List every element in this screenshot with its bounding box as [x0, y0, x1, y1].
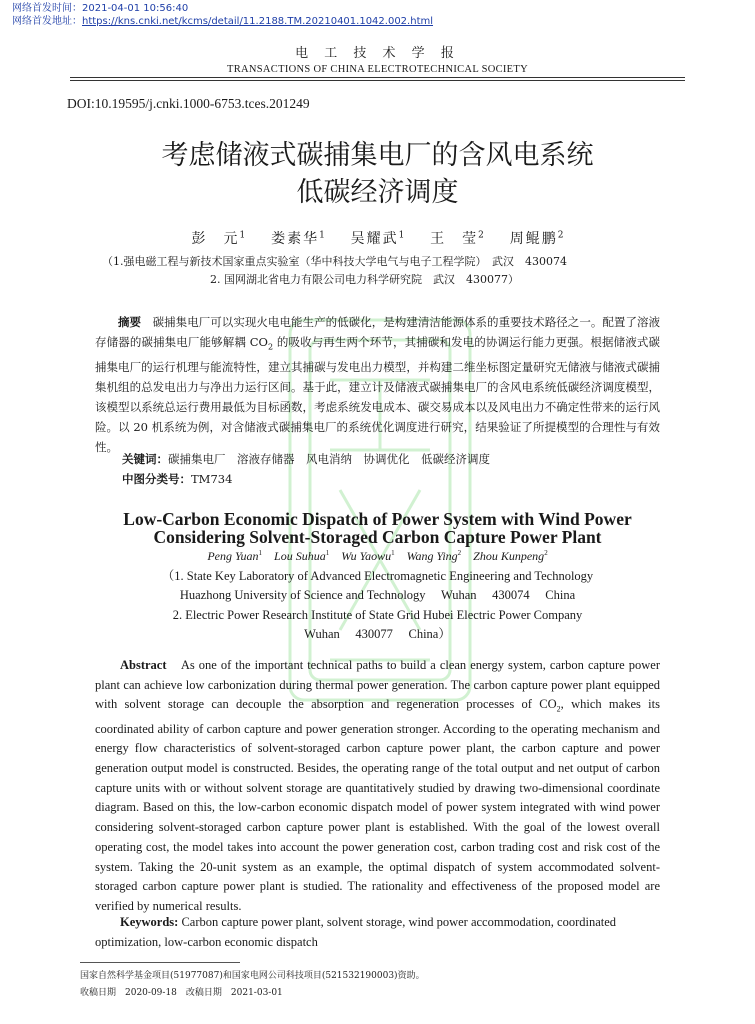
- affiliation-cn-1: （1.强电磁工程与新技术国家重点实验室（华中科技大学电气与电子工程学院） 武汉 430074: [102, 255, 567, 268]
- publish-address-link[interactable]: https://kns.cnki.net/kcms/detail/11.2188.TM.20210401.1042.002.html: [82, 16, 434, 27]
- publish-address-label: 网络首发地址：: [12, 16, 82, 27]
- author-cn: 彭 元$^1$: [191, 230, 246, 247]
- dates-footnote: 收稿日期 2020-09-18 改稿日期 2021-03-01: [80, 988, 283, 998]
- author-cn: 吴耀武$^1$: [350, 230, 405, 247]
- affiliation-en-1: （1. State Key Laboratory of Advanced Electromagnetic Engineering and Technology: [161, 569, 594, 583]
- online-publish-time: [12, 3, 188, 15]
- author-en: Zhou Kunpeng$^2$: [473, 549, 548, 563]
- masthead-rule-double: [70, 80, 685, 81]
- title-cn-line2: 低碳经济调度: [296, 177, 459, 208]
- journal-name-cn: 电 工 技 术 学 报: [295, 46, 460, 61]
- abstract-cn: 摘要 碳捕集电厂可以实现火电电能生产的低碳化，是构建清洁能源体系的重要技术路径之一。配置了溶液存储器的碳捕集电厂能够解耦 $CO_2$ 的吸收与再生两个环节，其捕碳和发电的协调运行能力更强。根据储液式碳捕集电厂的运行机理与能流特性，建立其捕碳与发电出力模型，并构建二维坐标图定量研究无储液与储液式碳捕集机组的总发电出力与净出力运行区间。基于此，建立计及储液式碳捕集电厂的含风电系统低碳经济调度模型，该模型以系统总运行费用最低为目标函数，考虑系统发电成本、碳交易成本以及风电出力不确定性带来的运行风险。以 20 机系统为例，对含储液式碳捕集电厂的系统优化调度进行研究，结果验证了所提模型的合理性与有效性。: [95, 315, 661, 455]
- keywords-cn-label: 关键词：: [122, 452, 168, 466]
- funding-footnote: 国家自然科学基金项目(51977087)和国家电网公司科技项目(521532190003)资助。: [80, 971, 425, 981]
- author-en: Peng Yuan$^1$: [207, 549, 263, 563]
- abstract-en: Abstract As one of the important technical paths to build a clean energy system, carbon capture power plant can achieve low carbonization during thermal power generation. The carbon capture power plant equipped with solvent storage can decouple the absorption and regeneration processes of $CO_2$, which makes its coordinated ability of carbon capture and power generation stronger. According to the operating mechanism and energy flow characteristics of solvent-storaged carbon capture power plant, the carbon capture and power generation output model is constructed. Besides, the operating range of the total output and net output of carbon capture units with or without solvent storage are quantitatively studied by drawing two-dimensional coordinate diagram. Based on this, the low-carbon economic dispatch model of power system integrated with wind power considering solvent-storaged carbon capture power plant is established. With the goal of the lowest overall operating cost, the model takes into account the power generation cost, carbon trading cost and risk cost of the system. Taking the 20-unit system as an example, the optimal dispatch of system accommodated solvent-storaged carbon capture power plant is studied. The rationality and effectiveness of the proposed model are verified by numerical results.: [95, 658, 660, 913]
- authors-cn: [0, 228, 755, 248]
- masthead-rule: [70, 77, 685, 78]
- publish-time-label: 网络首发时间：: [12, 3, 82, 14]
- keywords-en-label: Keywords:: [120, 915, 179, 929]
- title-en-line1: Low-Carbon Economic Dispatch of Power System with Wind Power: [123, 509, 632, 529]
- keywords-en: [95, 913, 660, 952]
- journal-name-en: TRANSACTIONS OF CHINA ELECTROTECHNICAL SOCIETY: [227, 64, 528, 75]
- doi: DOI:10.19595/j.cnki.1000-6753.tces.201249: [67, 96, 310, 111]
- author-en: Lou Suhua$^1$: [274, 549, 330, 563]
- keywords-en-text: Carbon capture power plant, solvent storage, wind power accommodation, coordinated optimization, low-carbon economic dispatch: [95, 915, 617, 949]
- footnote-rule: [80, 962, 240, 963]
- classification-cn-label: 中图分类号：: [122, 472, 191, 486]
- affiliation-cn-2: 2. 国网湖北省电力有限公司电力科学研究院 武汉 430077）: [210, 273, 519, 286]
- keywords-cn: [122, 451, 490, 467]
- classification-cn-text: TM734: [191, 472, 233, 486]
- title-en-line2: Considering Solvent-Storaged Carbon Capture Power Plant: [153, 527, 602, 547]
- abstract-en-label: Abstract: [120, 658, 167, 672]
- author-cn: 周鲲鹏$^2$: [509, 230, 564, 247]
- author-cn: 王 莹$^2$: [430, 230, 484, 247]
- author-cn: 娄素华$^1$: [271, 230, 325, 247]
- affiliation-en-3: 2. Electric Power Research Institute of State Grid Hubei Electric Power Company: [172, 608, 583, 622]
- classification-cn: [122, 471, 232, 487]
- online-publish-address: [12, 16, 433, 28]
- author-en: Wang Ying$^2$: [406, 549, 462, 563]
- publish-time-value: 2021-04-01 10:56:40: [82, 3, 189, 14]
- abstract-cn-label: 摘要: [118, 315, 142, 329]
- keywords-cn-text: 碳捕集电厂 溶液存储器 风电消纳 协调优化 低碳经济调度: [168, 452, 490, 466]
- affiliation-en-2: Huazhong University of Science and Technology Wuhan 430074 China: [179, 588, 576, 602]
- affiliation-en-4: Wuhan 430077 China）: [304, 627, 451, 641]
- authors-en: [0, 549, 755, 564]
- title-cn-line1: 考虑储液式碳捕集电厂的含风电系统: [161, 140, 594, 171]
- author-en: Wu Yaowu$^1$: [341, 549, 395, 563]
